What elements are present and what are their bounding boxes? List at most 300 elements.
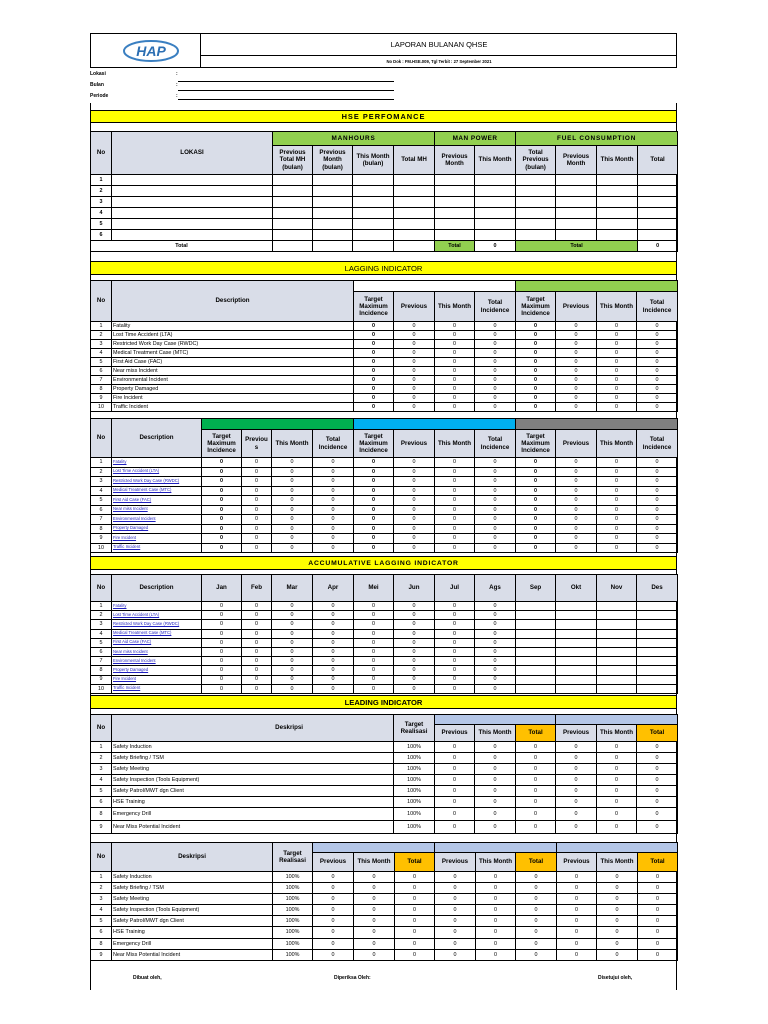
lead-row-target: 100% (394, 753, 435, 764)
hse-row-no: 5 (91, 219, 112, 230)
accum-value: 0 (435, 675, 475, 684)
accum-empty-cell (556, 684, 597, 693)
lead-value: 0 (435, 753, 475, 764)
lead-value: 0 (475, 742, 516, 753)
lag-this-month-header: This Month (435, 430, 475, 458)
lead-value: 0 (516, 742, 556, 753)
lagging-row (91, 477, 678, 487)
leading-table-2 (90, 842, 678, 961)
lead-total-header: Total (395, 853, 435, 872)
lead-value: 0 (638, 927, 678, 939)
hse-empty-cell (273, 219, 313, 230)
accumulative-lagging-title: ACCUMULATIVE LAGGING INDICATOR (90, 556, 677, 570)
lag-value: 0 (435, 322, 475, 331)
lag-value: 0 (354, 331, 394, 340)
lag-row-desc: Traffic Incident (112, 403, 354, 412)
lead-previous-header: Previous (435, 853, 476, 872)
lead-value: 0 (395, 927, 435, 939)
lag-value: 0 (435, 534, 475, 544)
accum-value: 0 (394, 647, 435, 656)
accum-empty-cell (516, 647, 556, 656)
lag-value: 0 (475, 496, 516, 506)
bulan-line (178, 90, 394, 91)
lag-value: 0 (637, 322, 678, 331)
lead-value: 0 (435, 916, 476, 927)
lagging-row (91, 322, 678, 331)
accum-empty-cell (597, 666, 637, 675)
lead-row-target: 100% (273, 894, 313, 905)
lead-previous-header: Previous (313, 853, 354, 872)
mp-total-label: Total (435, 241, 475, 252)
lead-previous-header: Previous (556, 725, 597, 742)
lag-row-no: 2 (91, 331, 112, 340)
lag-row-no: 3 (91, 340, 112, 349)
lead-value: 0 (475, 808, 516, 821)
lag-value: 0 (394, 349, 435, 358)
accum-value: 0 (475, 620, 516, 629)
accum-empty-cell (556, 620, 597, 629)
hse-empty-cell (475, 175, 516, 186)
lead-value: 0 (516, 797, 556, 808)
accum-month-header: Apr (313, 575, 354, 602)
lag1-desc-header: Description (112, 281, 354, 322)
fuel-total-value: 0 (638, 241, 678, 252)
accum-row-desc-link: Environmental Incident (112, 657, 202, 666)
lag-value: 0 (435, 486, 475, 496)
accum-value: 0 (313, 638, 354, 647)
lagging-row (91, 458, 678, 468)
lag-value: 0 (435, 358, 475, 367)
fuel-col-total: Total (638, 146, 678, 175)
lead-row-target: 100% (394, 764, 435, 775)
hse-total-label: Total (91, 241, 273, 252)
lead-value: 0 (557, 950, 597, 961)
accum-empty-cell (556, 638, 597, 647)
lag-value: 0 (637, 385, 678, 394)
lag-row-desc: Medical Treatment Case (MTC) (112, 349, 354, 358)
lag-value: 0 (394, 505, 435, 515)
lag-value: 0 (394, 477, 435, 487)
lag-row-no: 9 (91, 394, 112, 403)
accum-value: 0 (394, 611, 435, 620)
lag-value: 0 (394, 322, 435, 331)
lag-value: 0 (394, 496, 435, 506)
lead-row-target: 100% (273, 939, 313, 950)
hse-empty-cell (435, 208, 475, 219)
leading-row (91, 786, 678, 797)
lag-value: 0 (475, 385, 516, 394)
lead-row-desc: Near Miss Potential Incident (112, 821, 394, 834)
accum-empty-cell (516, 666, 556, 675)
lag-value: 0 (475, 376, 516, 385)
hse-empty-cell (112, 208, 273, 219)
hse-empty-cell (394, 186, 435, 197)
lag-value: 0 (637, 543, 678, 553)
accum-empty-cell (637, 611, 678, 620)
hse-empty-cell (273, 175, 313, 186)
lead-row-target: 100% (273, 905, 313, 916)
logo-text: HAP (136, 43, 166, 59)
accum-empty-cell (516, 620, 556, 629)
lag-value: 0 (516, 367, 556, 376)
hse-empty-cell (475, 208, 516, 219)
lag-previous-header: Previou s (242, 430, 272, 458)
lead-value: 0 (638, 916, 678, 927)
lag-value: 0 (394, 394, 435, 403)
lead-row-no: 9 (91, 950, 112, 961)
hse-col-prev-total-mh: Previous Total MH (bulan) (273, 146, 313, 175)
leading-row (91, 775, 678, 786)
hse-empty-cell (638, 186, 678, 197)
lead-value: 0 (476, 883, 516, 894)
hse-performance-title: HSE PERFOMANCE (90, 110, 677, 123)
lead-this-month-header: This Month (354, 853, 395, 872)
accum-month-header: Ags (475, 575, 516, 602)
lead-value: 0 (354, 883, 395, 894)
lag-value: 0 (637, 534, 678, 544)
lag-target-header: Target Maximum Incidence (202, 430, 242, 458)
lag-value: 0 (637, 340, 678, 349)
lag-row-desc-link: First Aid Case (FAC) (112, 496, 202, 506)
accum-empty-cell (597, 647, 637, 656)
hse-empty-cell (638, 208, 678, 219)
accum-value: 0 (242, 675, 272, 684)
lag2-desc-header: Description (112, 419, 202, 458)
lag-value: 0 (516, 331, 556, 340)
lead-row-desc: Emergency Drill (112, 808, 394, 821)
lead-row-target: 100% (273, 872, 313, 883)
accum-month-header: Sep (516, 575, 556, 602)
lag-value: 0 (597, 486, 637, 496)
lag-row-no: 8 (91, 385, 112, 394)
accum-value: 0 (272, 684, 313, 693)
accum-no-header: No (91, 575, 112, 602)
bulan-label: Bulan (90, 82, 104, 88)
lag-value: 0 (394, 467, 435, 477)
accum-value: 0 (202, 684, 242, 693)
lead-value: 0 (435, 821, 475, 834)
lag-row-no: 1 (91, 322, 112, 331)
accum-month-header: Jun (394, 575, 435, 602)
accum-value: 0 (435, 611, 475, 620)
lag-row-desc-link: Traffic Incident (112, 543, 202, 553)
lead-value: 0 (435, 894, 476, 905)
lead-value: 0 (354, 894, 395, 905)
lag-value: 0 (272, 505, 313, 515)
lead-value: 0 (516, 883, 557, 894)
accum-value: 0 (242, 684, 272, 693)
accum-row (91, 666, 678, 675)
lag-value: 0 (242, 496, 272, 506)
accum-value: 0 (475, 629, 516, 638)
lag-value: 0 (556, 505, 597, 515)
lead-value: 0 (313, 916, 354, 927)
lag-value: 0 (637, 496, 678, 506)
accum-row-no: 8 (91, 666, 112, 675)
accum-empty-cell (637, 602, 678, 611)
hse-empty-cell (556, 186, 597, 197)
lead-this-month-header: This Month (475, 725, 516, 742)
accum-value: 0 (435, 666, 475, 675)
lag-value: 0 (597, 534, 637, 544)
lag-row-desc-link: Lost Time Accident (LTA) (112, 467, 202, 477)
lead-value: 0 (597, 821, 637, 834)
lag-value: 0 (272, 543, 313, 553)
hse-empty-cell (112, 197, 273, 208)
lead2-no-header: No (91, 843, 112, 872)
hse-empty-cell (516, 208, 556, 219)
lead-value: 0 (597, 905, 638, 916)
accum-row-desc-link: Lost Time Accident (LTA) (112, 611, 202, 620)
lead-row-desc: Safety Meeting (112, 894, 273, 905)
lag-value: 0 (637, 467, 678, 477)
lag-value: 0 (597, 358, 637, 367)
hse-empty-cell (353, 208, 394, 219)
accum-empty-cell (597, 611, 637, 620)
accum-empty-cell (516, 611, 556, 620)
lag-value: 0 (272, 467, 313, 477)
lag-value: 0 (354, 486, 394, 496)
accum-value: 0 (435, 657, 475, 666)
accum-row-desc-link: Restricted Work Day Case (RWDC) (112, 620, 202, 629)
lead-value: 0 (435, 797, 475, 808)
accum-row (91, 638, 678, 647)
lag-value: 0 (354, 403, 394, 412)
lag-value: 0 (475, 331, 516, 340)
lag-row-no: 10 (91, 403, 112, 412)
lag-value: 0 (475, 458, 516, 468)
lead-value: 0 (516, 775, 556, 786)
lag-value: 0 (475, 322, 516, 331)
lag-row-no: 2 (91, 467, 112, 477)
accum-value: 0 (313, 611, 354, 620)
lag-value: 0 (435, 505, 475, 515)
hse-row (91, 230, 678, 241)
lag2-group-blue (354, 419, 516, 430)
lag-value: 0 (242, 524, 272, 534)
lag-row-desc: Fatality (112, 322, 354, 331)
lag-value: 0 (637, 524, 678, 534)
lagging-row (91, 394, 678, 403)
lag-value: 0 (242, 458, 272, 468)
lead-row-no: 1 (91, 742, 112, 753)
lag-row-desc-link: Environmental Incident (112, 515, 202, 525)
hse-empty-cell (475, 230, 516, 241)
manhours-header: MANHOURS (273, 132, 435, 146)
lag-value: 0 (597, 477, 637, 487)
lag-value: 0 (516, 376, 556, 385)
lag-value: 0 (202, 467, 242, 477)
accum-row (91, 620, 678, 629)
hse-empty-cell (475, 186, 516, 197)
lead-previous-header: Previous (557, 853, 597, 872)
lead-value: 0 (556, 786, 597, 797)
lead-value: 0 (435, 764, 475, 775)
accum-value: 0 (435, 620, 475, 629)
lagging-row (91, 385, 678, 394)
lag-value: 0 (556, 534, 597, 544)
lag-value: 0 (637, 331, 678, 340)
lag-value: 0 (394, 385, 435, 394)
accum-month-header: Nov (597, 575, 637, 602)
accum-value: 0 (202, 657, 242, 666)
lead-value: 0 (556, 797, 597, 808)
accum-value: 0 (313, 647, 354, 656)
hap-logo-icon (121, 38, 181, 64)
lag-value: 0 (556, 349, 597, 358)
hse-lokasi-header: LOKASI (112, 132, 273, 175)
lead-value: 0 (637, 775, 678, 786)
leading-row (91, 883, 678, 894)
lag-value: 0 (597, 524, 637, 534)
lag-total-header: Total Incidence (475, 430, 516, 458)
accum-value: 0 (272, 611, 313, 620)
accum-empty-cell (637, 629, 678, 638)
lag-value: 0 (354, 467, 394, 477)
lag-value: 0 (242, 505, 272, 515)
lead-value: 0 (597, 786, 637, 797)
hse-empty-cell (638, 197, 678, 208)
accum-value: 0 (272, 675, 313, 684)
accum-value: 0 (435, 629, 475, 638)
lag-value: 0 (516, 458, 556, 468)
lag-value: 0 (556, 394, 597, 403)
lag-value: 0 (354, 322, 394, 331)
accum-value: 0 (394, 602, 435, 611)
lag-value: 0 (516, 477, 556, 487)
lead-value: 0 (516, 927, 557, 939)
accum-month-header: Jan (202, 575, 242, 602)
lead-total-header: Total (516, 725, 556, 742)
accum-month-header: Des (637, 575, 678, 602)
accum-value: 0 (435, 602, 475, 611)
hse-empty-cell (556, 219, 597, 230)
lag-value: 0 (313, 486, 354, 496)
accum-value: 0 (202, 620, 242, 629)
hse-empty-cell (353, 219, 394, 230)
fuel-col-total-prev: Total Previous (bulan) (516, 146, 556, 175)
lead-value: 0 (597, 927, 638, 939)
lead1-desc-header: Deskripsi (112, 715, 394, 742)
lead-value: 0 (597, 939, 638, 950)
hse-empty-cell (353, 175, 394, 186)
accum-value: 0 (475, 611, 516, 620)
lag-value: 0 (202, 505, 242, 515)
lead-value: 0 (435, 950, 476, 961)
hse-row (91, 175, 678, 186)
lag-value: 0 (435, 496, 475, 506)
accum-empty-cell (637, 620, 678, 629)
lag1-no-header: No (91, 281, 112, 322)
accum-row-no: 9 (91, 675, 112, 684)
lag-value: 0 (354, 394, 394, 403)
lagging-row (91, 340, 678, 349)
lag-value: 0 (202, 496, 242, 506)
accum-value: 0 (313, 666, 354, 675)
hse-empty-cell (556, 208, 597, 219)
lag-value: 0 (637, 515, 678, 525)
accum-value: 0 (394, 620, 435, 629)
accum-row-desc-link: Traffic Incident (112, 684, 202, 693)
lead-total-header: Total (637, 725, 678, 742)
lagging-indicator-title: LAGGING INDICATOR (90, 261, 677, 275)
hse-performance-table (90, 131, 678, 252)
lead-row-desc: Safety Briefing / TSM (112, 883, 273, 894)
hse-row (91, 197, 678, 208)
hse-empty-cell (313, 197, 353, 208)
accum-row-no: 3 (91, 620, 112, 629)
lag-value: 0 (637, 505, 678, 515)
lead2-group-b (435, 843, 557, 853)
lag-value: 0 (475, 403, 516, 412)
lead-value: 0 (597, 916, 638, 927)
lag-value: 0 (597, 376, 637, 385)
lag-value: 0 (435, 403, 475, 412)
accum-row-desc-link: Property Damaged (112, 666, 202, 675)
lead-this-month-header: This Month (597, 853, 638, 872)
lag-row-no: 8 (91, 524, 112, 534)
lag-value: 0 (313, 477, 354, 487)
lag-value: 0 (313, 515, 354, 525)
accum-value: 0 (435, 684, 475, 693)
lag-value: 0 (354, 376, 394, 385)
lead-value: 0 (637, 753, 678, 764)
lag-value: 0 (354, 496, 394, 506)
lead-value: 0 (557, 894, 597, 905)
lag-value: 0 (354, 505, 394, 515)
mp-total-value: 0 (475, 241, 516, 252)
bulan-sep: : (176, 82, 178, 88)
lead-row-no: 2 (91, 883, 112, 894)
lag-value: 0 (556, 376, 597, 385)
mp-col-prev-month: Previous Month (435, 146, 475, 175)
fuel-total-label: Total (516, 241, 638, 252)
lead-value: 0 (313, 939, 354, 950)
lead-row-target: 100% (394, 797, 435, 808)
leading-row (91, 797, 678, 808)
accum-value: 0 (475, 675, 516, 684)
lead-value: 0 (556, 742, 597, 753)
accum-value: 0 (202, 675, 242, 684)
hse-empty-cell (597, 219, 638, 230)
accum-empty-cell (637, 638, 678, 647)
lead-value: 0 (516, 872, 557, 883)
doc-number: No Dok : FM.HSE.009, Tgl Terbit : 27 September 2021 (386, 59, 492, 64)
lag-value: 0 (516, 534, 556, 544)
lead-value: 0 (637, 786, 678, 797)
hse-empty-cell (313, 208, 353, 219)
hse-empty-cell (394, 230, 435, 241)
lag-value: 0 (597, 385, 637, 394)
lead2-desc-header: Deskripsi (112, 843, 273, 872)
accum-value: 0 (272, 657, 313, 666)
lag-value: 0 (435, 458, 475, 468)
lag-value: 0 (313, 534, 354, 544)
lead-value: 0 (354, 950, 395, 961)
accum-empty-cell (556, 675, 597, 684)
lead1-no-header: No (91, 715, 112, 742)
lag-total-header: Total Incidence (637, 292, 678, 322)
accum-value: 0 (394, 629, 435, 638)
lead-value: 0 (475, 797, 516, 808)
accum-row-desc-link: Medical Treatment Case (MTC) (112, 629, 202, 638)
lag-value: 0 (394, 340, 435, 349)
lag-value: 0 (597, 515, 637, 525)
lag-target-header: Target Maximum Incidence (354, 430, 394, 458)
hse-empty-cell (638, 219, 678, 230)
lag-value: 0 (637, 367, 678, 376)
accum-month-header: Feb (242, 575, 272, 602)
